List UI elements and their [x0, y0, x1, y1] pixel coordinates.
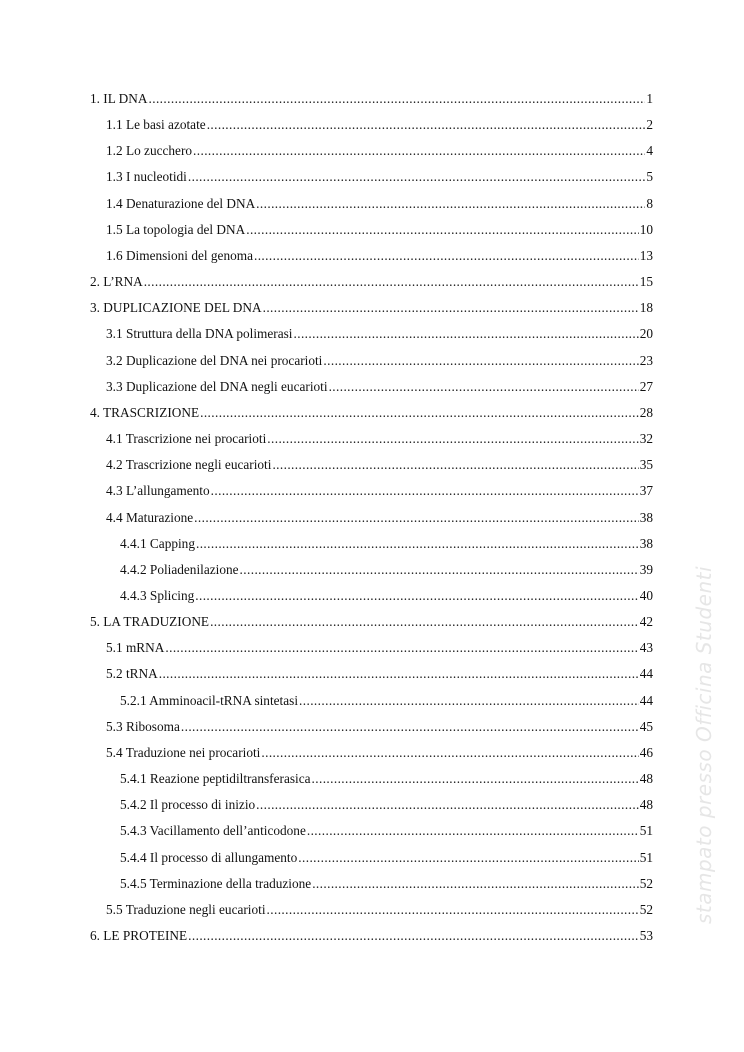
toc-entry-title: 4.3 L’allungamento [106, 483, 210, 499]
toc-entry[interactable] [90, 588, 653, 614]
toc-entry-title: 5.4.5 Terminazione della traduzione [120, 875, 312, 891]
toc-entry[interactable] [90, 928, 653, 954]
dot-leader [267, 431, 638, 447]
toc-entry-page: 45 [639, 718, 653, 734]
toc-entry-title: 1.5 La topologia del DNA [106, 221, 246, 237]
dot-leader [323, 353, 638, 369]
toc-entry[interactable] [90, 693, 653, 719]
toc-entry[interactable] [90, 169, 653, 195]
toc-entry-page: 44 [639, 666, 653, 682]
toc-entry-title: 4. TRASCRIZIONE [90, 404, 200, 420]
toc-entry[interactable] [90, 640, 653, 666]
toc-entry-page: 13 [639, 247, 653, 263]
watermark: stampato presso Officina Studenti [692, 565, 716, 925]
toc-entry-page: 37 [639, 483, 653, 499]
toc-entry-page: 53 [639, 928, 653, 943]
toc-entry[interactable] [90, 719, 653, 745]
dot-leader [195, 588, 638, 604]
toc-entry-title: 1.4 Denaturazione del DNA [106, 195, 256, 211]
dot-leader [307, 823, 639, 839]
toc-entry-page: 18 [639, 300, 653, 316]
toc-entry[interactable] [90, 850, 653, 876]
toc-entry[interactable] [90, 797, 653, 823]
dot-leader [261, 745, 638, 761]
toc-entry[interactable] [90, 353, 653, 379]
toc-entry-title: 5.3 Ribosoma [106, 718, 180, 734]
dot-leader [272, 457, 638, 473]
toc-entry-page: 52 [639, 875, 653, 891]
toc-entry-title: 1.2 Lo zucchero [106, 143, 193, 159]
toc-entry-title: 2. L’RNA [90, 274, 143, 290]
toc-entry[interactable] [90, 902, 653, 928]
dot-leader [200, 405, 639, 421]
toc-entry-title: 5.4.1 Reazione peptidiltransferasica [120, 771, 311, 787]
toc-entry-page: 2 [646, 117, 653, 133]
toc-entry-title: 5.2.1 Amminoacil-tRNA sintetasi [120, 692, 299, 708]
dot-leader [149, 91, 646, 107]
dot-leader [256, 196, 645, 212]
toc-entry[interactable] [90, 326, 653, 352]
toc-entry-page: 48 [639, 771, 653, 787]
toc-entry[interactable] [90, 483, 653, 509]
dot-leader [181, 719, 639, 735]
dot-leader [211, 483, 639, 499]
dot-leader [144, 274, 639, 290]
toc-entry-title: 3.2 Duplicazione del DNA nei procarioti [106, 352, 323, 368]
dot-leader [298, 850, 638, 866]
toc-entry-page: 42 [639, 614, 653, 630]
dot-leader [196, 536, 639, 552]
toc-entry-title: 5.5 Traduzione negli eucarioti [106, 901, 266, 917]
toc-entry-title: 4.4 Maturazione [106, 509, 194, 525]
toc-entry-title: 4.4.1 Capping [120, 535, 195, 551]
toc-entry[interactable] [90, 196, 653, 222]
toc-entry-title: 5.1 mRNA [106, 640, 165, 656]
toc-entry-page: 27 [639, 378, 653, 394]
toc-entry-page: 1 [646, 91, 653, 106]
toc-entry[interactable] [90, 91, 653, 117]
toc-entry-page: 51 [639, 823, 653, 839]
toc-entry[interactable] [90, 274, 653, 300]
toc-entry[interactable] [90, 536, 653, 562]
dot-leader [256, 797, 639, 813]
dot-leader [267, 902, 639, 918]
toc-entry-title: 1.1 Le basi azotate [106, 117, 206, 133]
toc-entry[interactable] [90, 745, 653, 771]
toc-entry-page: 23 [639, 352, 653, 368]
toc-entry-title: 1.3 I nucleotidi [106, 169, 187, 185]
toc-entry-title: 5.2 tRNA [106, 666, 158, 682]
toc-entry-page: 40 [639, 587, 653, 603]
toc-entry-page: 38 [639, 535, 653, 551]
dot-leader [240, 562, 639, 578]
dot-leader [159, 666, 639, 682]
toc-entry[interactable] [90, 379, 653, 405]
dot-leader [329, 379, 639, 395]
toc-entry[interactable] [90, 405, 653, 431]
toc-entry-page: 38 [639, 509, 653, 525]
toc-entry-page: 10 [639, 221, 653, 237]
dot-leader [193, 143, 645, 159]
table-of-contents [90, 91, 653, 954]
toc-entry-page: 32 [639, 431, 653, 447]
toc-entry-title: 3.1 Struttura della DNA polimerasi [106, 326, 293, 342]
toc-entry-title: 4.2 Trascrizione negli eucarioti [106, 457, 272, 473]
dot-leader [207, 117, 646, 133]
toc-entry-title: 6. LE PROTEINE [90, 928, 188, 943]
toc-entry-title: 5.4.3 Vacillamento dell’anticodone [120, 823, 306, 839]
toc-entry[interactable] [90, 876, 653, 902]
dot-leader [210, 614, 639, 630]
toc-entry[interactable] [90, 823, 653, 849]
toc-entry-title: 1.6 Dimensioni del genoma [106, 247, 253, 263]
dot-leader [294, 326, 639, 342]
dot-leader [194, 510, 639, 526]
toc-entry-page: 8 [646, 195, 653, 211]
toc-entry-page: 51 [639, 849, 653, 865]
toc-entry[interactable] [90, 771, 653, 797]
toc-entry[interactable] [90, 510, 653, 536]
toc-entry-page: 52 [639, 901, 653, 917]
toc-entry-page: 15 [639, 274, 653, 290]
toc-entry-title: 4.4.3 Splicing [120, 587, 195, 603]
toc-entry-page: 48 [639, 797, 653, 813]
toc-entry-title: 5.4.2 Il processo di inizio [120, 797, 256, 813]
dot-leader [188, 169, 645, 185]
toc-entry-title: 4.1 Trascrizione nei procarioti [106, 431, 267, 447]
toc-entry-title: 5.4.4 Il processo di allungamento [120, 849, 298, 865]
toc-entry-title: 4.4.2 Poliadenilazione [120, 561, 239, 577]
toc-entry-page: 20 [639, 326, 653, 342]
toc-entry[interactable] [90, 143, 653, 169]
toc-entry-page: 46 [639, 744, 653, 760]
dot-leader [254, 248, 639, 264]
toc-entry-page: 4 [646, 143, 653, 159]
dot-leader [188, 928, 639, 944]
toc-entry[interactable] [90, 248, 653, 274]
toc-entry-title: 3.3 Duplicazione del DNA negli eucarioti [106, 378, 328, 394]
toc-entry-title: 5. LA TRADUZIONE [90, 614, 210, 630]
toc-entry[interactable] [90, 300, 653, 326]
dot-leader [263, 300, 639, 316]
toc-entry-page: 35 [639, 457, 653, 473]
toc-entry-page: 39 [639, 561, 653, 577]
dot-leader [299, 693, 639, 709]
toc-entry-title: 3. DUPLICAZIONE DEL DNA [90, 300, 262, 316]
toc-entry-page: 5 [646, 169, 653, 185]
toc-entry-page: 28 [639, 404, 653, 420]
toc-entry-page: 44 [639, 692, 653, 708]
toc-entry-page: 43 [639, 640, 653, 656]
toc-entry[interactable] [90, 222, 653, 248]
toc-entry[interactable] [90, 614, 653, 640]
toc-entry[interactable] [90, 666, 653, 692]
dot-leader [165, 640, 638, 656]
toc-entry[interactable] [90, 117, 653, 143]
toc-entry[interactable] [90, 431, 653, 457]
toc-entry-title: 1. IL DNA [90, 91, 148, 106]
toc-entry[interactable] [90, 457, 653, 483]
toc-entry-title: 5.4 Traduzione nei procarioti [106, 744, 261, 760]
dot-leader [312, 876, 639, 892]
toc-entry[interactable] [90, 562, 653, 588]
dot-leader [312, 771, 639, 787]
dot-leader [246, 222, 638, 238]
